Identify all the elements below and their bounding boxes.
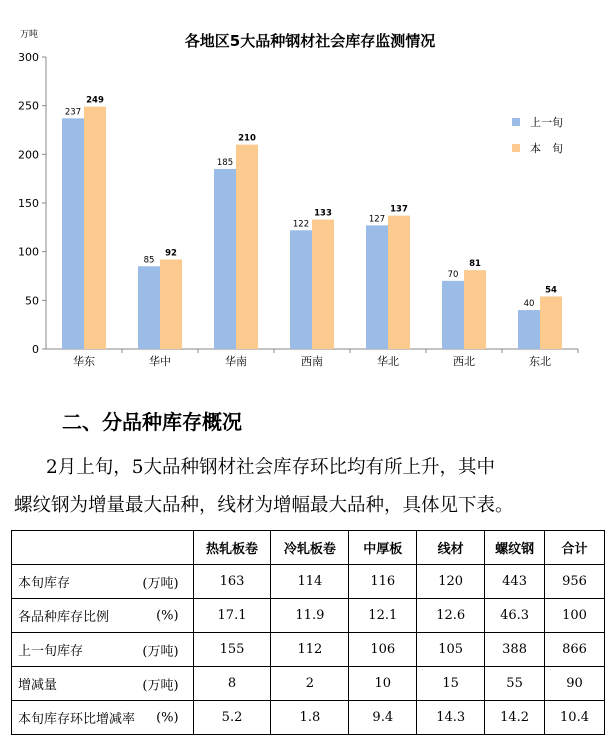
table-cell: 14.2 bbox=[485, 701, 545, 735]
legend-label: 本 旬 bbox=[530, 142, 563, 155]
table-cell: 388 bbox=[485, 633, 545, 667]
row-unit: (万吨) bbox=[142, 644, 179, 659]
bar bbox=[290, 230, 312, 349]
row-label: 增减量 bbox=[18, 678, 58, 693]
data-label: 127 bbox=[368, 214, 386, 225]
row-label: 各品种库存比例 bbox=[18, 610, 110, 625]
row-label-cell bbox=[12, 599, 194, 633]
section-heading: 二、分品种库存概况 bbox=[62, 410, 242, 434]
table-cell: 10.4 bbox=[545, 701, 605, 735]
table-cell: 116 bbox=[349, 565, 417, 599]
bar bbox=[388, 216, 410, 349]
table-header-cell: 冷轧板卷 bbox=[271, 531, 349, 565]
y-tick-label: 0 bbox=[32, 343, 39, 356]
row-unit: (%) bbox=[156, 608, 179, 623]
inventory-table bbox=[11, 530, 605, 735]
data-label: 92 bbox=[165, 248, 177, 259]
y-tick-label: 250 bbox=[18, 99, 39, 113]
table-cell: 9.4 bbox=[349, 701, 417, 735]
table-row bbox=[12, 565, 605, 599]
table-cell: 443 bbox=[485, 565, 545, 599]
x-tick-label: 华南 bbox=[225, 355, 247, 368]
row-label: 本旬库存 bbox=[18, 576, 71, 591]
legend-label: 上一旬 bbox=[530, 116, 563, 129]
chart-title: 各地区5大品种钢材社会库存监测情况 bbox=[184, 32, 436, 50]
table-cell: 12.6 bbox=[417, 599, 485, 633]
row-unit: (万吨) bbox=[142, 678, 179, 693]
legend-swatch bbox=[512, 144, 520, 152]
bar bbox=[214, 169, 236, 349]
table-header-cell: 热轧板卷 bbox=[193, 531, 271, 565]
table-cell: 55 bbox=[485, 667, 545, 701]
bar bbox=[540, 296, 562, 349]
table-header-row bbox=[12, 531, 605, 565]
table-header-cell: 螺纹钢 bbox=[485, 531, 545, 565]
bar bbox=[84, 107, 106, 349]
data-label: 122 bbox=[292, 219, 310, 230]
data-label: 81 bbox=[469, 259, 481, 270]
table-cell: 163 bbox=[193, 565, 271, 599]
row-unit: (万吨) bbox=[142, 576, 179, 591]
table-cell: 15 bbox=[417, 667, 485, 701]
table-cell: 114 bbox=[271, 565, 349, 599]
data-label: 133 bbox=[314, 208, 332, 219]
bar bbox=[366, 225, 388, 349]
legend-swatch bbox=[512, 118, 520, 126]
table-row bbox=[12, 633, 605, 667]
data-label: 249 bbox=[86, 95, 104, 106]
table-cell: 120 bbox=[417, 565, 485, 599]
table-cell: 10 bbox=[349, 667, 417, 701]
table-cell: 105 bbox=[417, 633, 485, 667]
table-cell: 112 bbox=[271, 633, 349, 667]
y-tick-label: 150 bbox=[18, 197, 39, 210]
data-label: 54 bbox=[545, 285, 557, 296]
bar bbox=[518, 310, 540, 349]
y-axis-unit: 万吨 bbox=[20, 30, 39, 40]
data-label: 70 bbox=[447, 269, 459, 280]
table-cell: 14.3 bbox=[417, 701, 485, 735]
x-tick-label: 华东 bbox=[73, 355, 95, 368]
row-unit: (%) bbox=[156, 710, 179, 725]
bar bbox=[62, 118, 84, 349]
y-tick-label: 100 bbox=[18, 245, 39, 259]
x-tick-label: 华北 bbox=[377, 355, 399, 368]
bar bbox=[442, 281, 464, 349]
table-row bbox=[12, 599, 605, 633]
table-row bbox=[12, 701, 605, 735]
table-cell: 2 bbox=[271, 667, 349, 701]
row-label-cell bbox=[12, 701, 194, 735]
table-cell: 1.8 bbox=[271, 701, 349, 735]
table-cell: 12.1 bbox=[349, 599, 417, 633]
data-label: 185 bbox=[216, 157, 234, 168]
paragraph-line-2: 螺纹钢为增量最大品种，线材为增幅最大品种，具体见下表。 bbox=[14, 495, 514, 516]
bar bbox=[236, 145, 258, 349]
row-label-cell bbox=[12, 667, 194, 701]
row-label: 本旬库存环比增减率 bbox=[18, 712, 136, 727]
table-header-cell: 线材 bbox=[417, 531, 485, 565]
table-header-cell bbox=[12, 531, 194, 565]
bar bbox=[312, 220, 334, 349]
table-header-cell: 合计 bbox=[545, 531, 605, 565]
data-label: 137 bbox=[390, 204, 408, 215]
y-tick-label: 200 bbox=[18, 148, 39, 162]
data-label: 237 bbox=[64, 107, 82, 118]
bar bbox=[138, 266, 160, 349]
x-tick-label: 西北 bbox=[453, 355, 475, 368]
row-label-cell bbox=[12, 633, 194, 667]
table-cell: 5.2 bbox=[193, 701, 271, 735]
table-cell: 8 bbox=[193, 667, 271, 701]
data-label: 40 bbox=[523, 299, 535, 310]
table-row bbox=[12, 667, 605, 701]
x-tick-label: 西南 bbox=[301, 355, 323, 368]
bar bbox=[464, 270, 486, 349]
x-tick-label: 华中 bbox=[149, 355, 171, 368]
table-cell: 155 bbox=[193, 633, 271, 667]
table-cell: 90 bbox=[545, 667, 605, 701]
bar bbox=[160, 259, 182, 349]
data-label: 85 bbox=[143, 255, 155, 266]
row-label: 上一旬库存 bbox=[18, 644, 84, 659]
table-cell: 866 bbox=[545, 633, 605, 667]
paragraph-line-1: 2月上旬，5大品种钢材社会库存环比均有所上升，其中 bbox=[46, 457, 496, 478]
table-cell: 106 bbox=[349, 633, 417, 667]
y-tick-label: 300 bbox=[18, 51, 39, 64]
table-cell: 956 bbox=[545, 565, 605, 599]
table-header-cell: 中厚板 bbox=[349, 531, 417, 565]
table-cell: 11.9 bbox=[271, 599, 349, 633]
table-cell: 100 bbox=[545, 599, 605, 633]
table-cell: 46.3 bbox=[485, 599, 545, 633]
table-cell: 17.1 bbox=[193, 599, 271, 633]
y-tick-label: 50 bbox=[25, 294, 39, 308]
row-label-cell bbox=[12, 565, 194, 599]
x-tick-label: 东北 bbox=[529, 355, 551, 368]
data-label: 210 bbox=[238, 133, 256, 144]
